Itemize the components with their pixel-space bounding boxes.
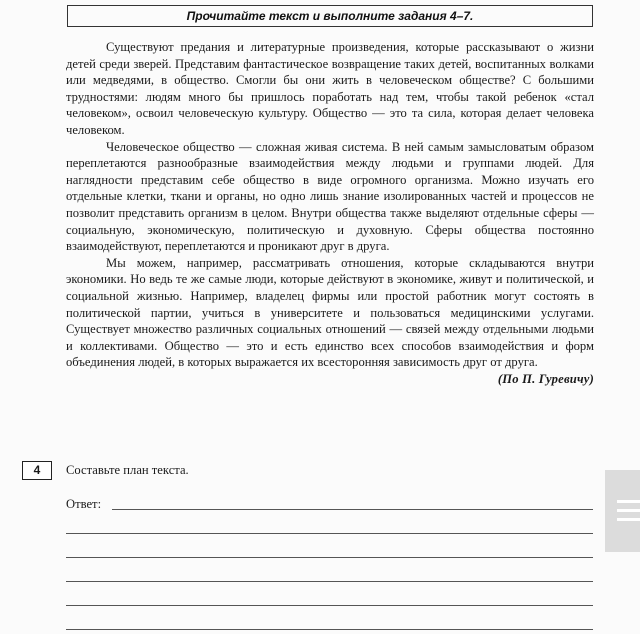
answer-line-6[interactable] <box>66 629 593 630</box>
text-paragraph-3: Мы можем, например, рассматривать отношения, которые складываются внутри экономики. Но ведь те же самые люди, которые действуют в экономике, живут и политической, и социальной жизнью. Например, владелец фирмы или простой работник могут состоять в политической партии, учиться в университете и пользоваться медицинскими услугами. Существует множество различных социальных отношений — связей между отдельными людьми и коллективами. Общество — это и есть единство всех способов взаимодействия и форм объединения людей, в которых выражается их всесторонняя зависимость друг от друга. <box>66 255 594 370</box>
menu-bar-icon <box>617 518 640 521</box>
task-number-box: 4 <box>22 461 52 480</box>
answer-line-3[interactable] <box>66 557 593 558</box>
side-menu-handle[interactable] <box>605 470 640 552</box>
answer-line-5[interactable] <box>66 605 593 606</box>
reading-text <box>66 39 594 387</box>
text-paragraph-1: Существуют предания и литературные произведения, которые рассказывают о жизни детей среди зверей. Представим фантастическое возвращение таких детей, воспитанных волками или медведями, в общество. Смогли бы они жить в человеческом обществе? С большими трудностями: людям много бы пришлось поработать над тем, чтобы такой ребенок «стал человеком», освоил человеческую культуру. Общество — это та сила, которая делает человека человеком. <box>66 40 594 137</box>
text-paragraph-2: Человеческое общество — сложная живая система. В ней самым замысловатым образом переплетаются разнообразные взаимодействия между людьми и группами людей. Для наглядности представим себе общество в виде огромного организма. Можно изучать его отдельные клетки, ткани и органы, но одно лишь знание изолированных частей и процессов не позволит представить организм в целом. Внутри общества также выделяют отдельные сферы — социальную, экономическую, политическую и духовную. Сферы общества постоянно взаимодействуют, переплетаются и проникают друг в друга. <box>66 139 594 254</box>
task-header: Прочитайте текст и выполните задания 4–7. <box>67 5 593 27</box>
answer-label: Ответ: <box>66 497 102 511</box>
task-instruction: Составьте план текста. <box>66 463 189 477</box>
menu-bar-icon <box>617 500 640 503</box>
answer-line-4[interactable] <box>66 581 593 582</box>
answer-line-1[interactable] <box>112 509 593 510</box>
text-author: (По П. Гуревичу) <box>497 371 594 386</box>
answer-line-2[interactable] <box>66 533 593 534</box>
menu-bar-icon <box>617 509 640 512</box>
